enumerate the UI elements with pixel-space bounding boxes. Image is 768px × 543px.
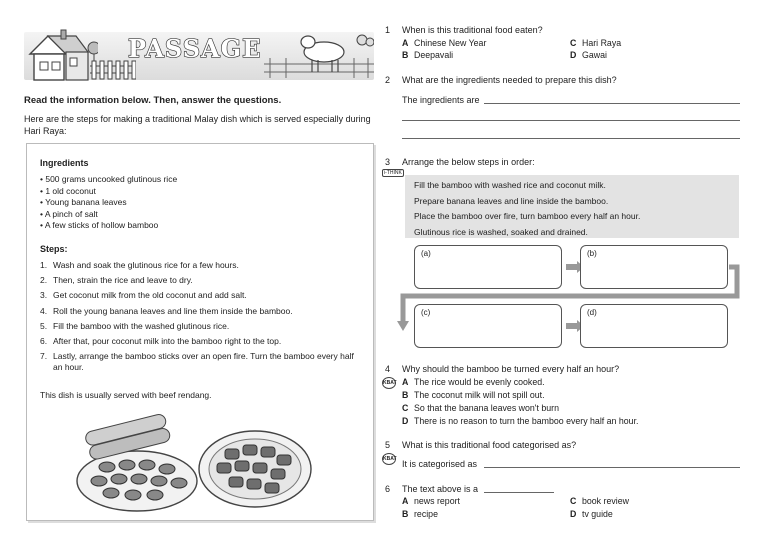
box-label: (d): [587, 308, 597, 317]
q5-number: 5: [385, 440, 391, 450]
box-label: (b): [587, 249, 597, 258]
option-text: There is no reason to turn the bamboo every half an hour.: [414, 416, 639, 426]
option-letter: A: [402, 496, 409, 506]
q1-option-b[interactable]: [402, 50, 453, 60]
q4-option-b[interactable]: [402, 390, 545, 400]
step-item: [40, 336, 360, 347]
option-text: So that the banana leaves won't burn: [414, 403, 559, 413]
option-text: tv guide: [582, 509, 613, 519]
q3-box-d[interactable]: [580, 304, 728, 348]
ingredients-heading: Ingredients: [40, 158, 89, 168]
option-letter: B: [402, 390, 409, 400]
step-item: [40, 351, 360, 373]
step-number: 3.: [40, 290, 48, 301]
q1-option-c[interactable]: [570, 38, 621, 48]
option-text: The coconut milk will not spill out.: [414, 390, 545, 400]
step-item: [40, 260, 360, 271]
step-number: 5.: [40, 320, 48, 331]
step-text: Wash and soak the glutinous rice for a few hours.: [53, 260, 239, 270]
instruction-text: Read the information below. Then, answer the questions.: [24, 95, 282, 106]
option-text: Gawai: [582, 50, 607, 60]
step-number: 7.: [40, 351, 48, 362]
step-item: [40, 306, 360, 317]
option-letter: A: [402, 38, 409, 48]
recipe-box: [26, 143, 374, 521]
option-letter: D: [402, 416, 409, 426]
option-text: Hari Raya: [582, 38, 622, 48]
ingredients-list: [40, 174, 177, 232]
q3-box-c[interactable]: [414, 304, 562, 348]
step-item: [40, 321, 360, 332]
option-letter: B: [402, 509, 409, 519]
bank-step: Place the bamboo over fire, turn bamboo every half an hour.: [414, 211, 641, 221]
step-text: Get coconut milk from the old coconut and add salt.: [53, 290, 247, 301]
q4-option-d[interactable]: [402, 416, 638, 426]
step-text: Then, strain the rice and leave to dry.: [53, 275, 193, 286]
bank-step: Fill the bamboo with washed rice and coconut milk.: [414, 180, 606, 190]
option-text: Deepavali: [414, 50, 454, 60]
option-text: Chinese New Year: [414, 38, 487, 48]
q6-number: 6: [385, 484, 391, 494]
arrow-right-icon: [566, 323, 578, 329]
option-text: The rice would be evenly cooked.: [414, 377, 545, 387]
q4-text: Why should the bamboo be turned every half an hour?: [402, 364, 620, 374]
step-number: 1.: [40, 260, 48, 270]
box-label: (a): [421, 249, 431, 258]
q1-number: 1: [385, 25, 391, 35]
step-number: 2.: [40, 275, 48, 286]
q3-steps-bank: [405, 175, 739, 238]
step-number: 6.: [40, 335, 48, 346]
q4-number: 4: [385, 364, 391, 374]
bank-step: Prepare banana leaves and line inside the bamboo.: [414, 195, 609, 206]
q3-text: Arrange the below steps in order:: [402, 157, 535, 167]
q4-kbat-badge: KBAT: [382, 377, 396, 389]
q1-option-a[interactable]: [402, 38, 486, 48]
step-text: Fill the bamboo with the washed glutinous rice.: [53, 320, 230, 331]
steps-list: [40, 260, 360, 377]
q3-tag: i-THINK: [384, 170, 402, 176]
step-text: After that, pour coconut milk into the bamboo right to the top.: [53, 335, 282, 346]
q2-number: 2: [385, 75, 391, 85]
house-icon: [26, 28, 98, 84]
food-illustration: [75, 411, 315, 516]
option-text: news report: [414, 496, 460, 506]
option-letter: B: [402, 50, 409, 60]
step-item: [40, 275, 360, 286]
step-text: Lastly, arrange the bamboo sticks over an open fire. Turn the bamboo every half an hour.: [53, 351, 354, 373]
q6-option-c[interactable]: [570, 496, 629, 506]
q6-text: The text above is a: [402, 484, 479, 494]
q5-answer-line[interactable]: [484, 467, 740, 468]
q6-option-a[interactable]: [402, 496, 460, 506]
cow-icon: [264, 30, 374, 80]
option-letter: C: [570, 496, 577, 506]
option-letter: D: [570, 50, 577, 60]
q6-option-b[interactable]: [402, 509, 438, 519]
option-text: book review: [582, 496, 629, 506]
served-with-text: This dish is usually served with beef rendang.: [40, 390, 212, 400]
q2-answer-prompt: The ingredients are: [402, 95, 480, 105]
q2-answer-line-1[interactable]: [484, 103, 740, 104]
q5-text: What is this traditional food categorised as?: [402, 440, 577, 450]
ingredient-item: • 500 grams uncooked glutinous rice: [40, 174, 178, 184]
option-letter: A: [402, 377, 409, 387]
q4-option-c[interactable]: [402, 403, 559, 413]
passage-banner: [24, 24, 374, 86]
step-number: 4.: [40, 305, 48, 316]
q3-number: 3: [385, 157, 391, 167]
q1-option-d[interactable]: [570, 50, 607, 60]
option-text: recipe: [414, 509, 438, 519]
intro-text: Here are the steps for making a traditional Malay dish which is served especially during Hari Raya:: [24, 114, 371, 136]
q1-text: When is this traditional food eaten?: [402, 25, 543, 35]
fence-icon: [90, 60, 136, 80]
option-letter: C: [402, 403, 409, 413]
q5-answer-prompt: It is categorised as: [402, 459, 478, 469]
q2-text: What are the ingredients needed to prepare this dish?: [402, 75, 617, 85]
box-label: (c): [421, 308, 431, 317]
steps-heading: Steps:: [40, 244, 68, 254]
q2-answer-line-3[interactable]: [402, 138, 740, 139]
q6-option-d[interactable]: [570, 509, 613, 519]
ingredient-item: • A few sticks of hollow bamboo: [40, 220, 159, 230]
step-item: [40, 290, 360, 301]
step-text: Roll the young banana leaves and line them inside the bamboo.: [53, 305, 293, 316]
q4-option-a[interactable]: [402, 377, 545, 387]
bank-step: Glutinous rice is washed, soaked and drained.: [414, 226, 588, 237]
q5-kbat-badge: KBAT: [382, 453, 396, 465]
option-letter: C: [570, 38, 577, 48]
banner-title: PASSAGE: [128, 34, 262, 63]
ingredient-item: • A pinch of salt: [40, 208, 98, 219]
ingredient-item: • 1 old coconut: [40, 185, 96, 196]
ingredient-item: • Young banana leaves: [40, 197, 127, 207]
option-letter: D: [570, 509, 577, 519]
q2-answer-line-2[interactable]: [402, 120, 740, 121]
q6-answer-line[interactable]: [484, 492, 554, 493]
